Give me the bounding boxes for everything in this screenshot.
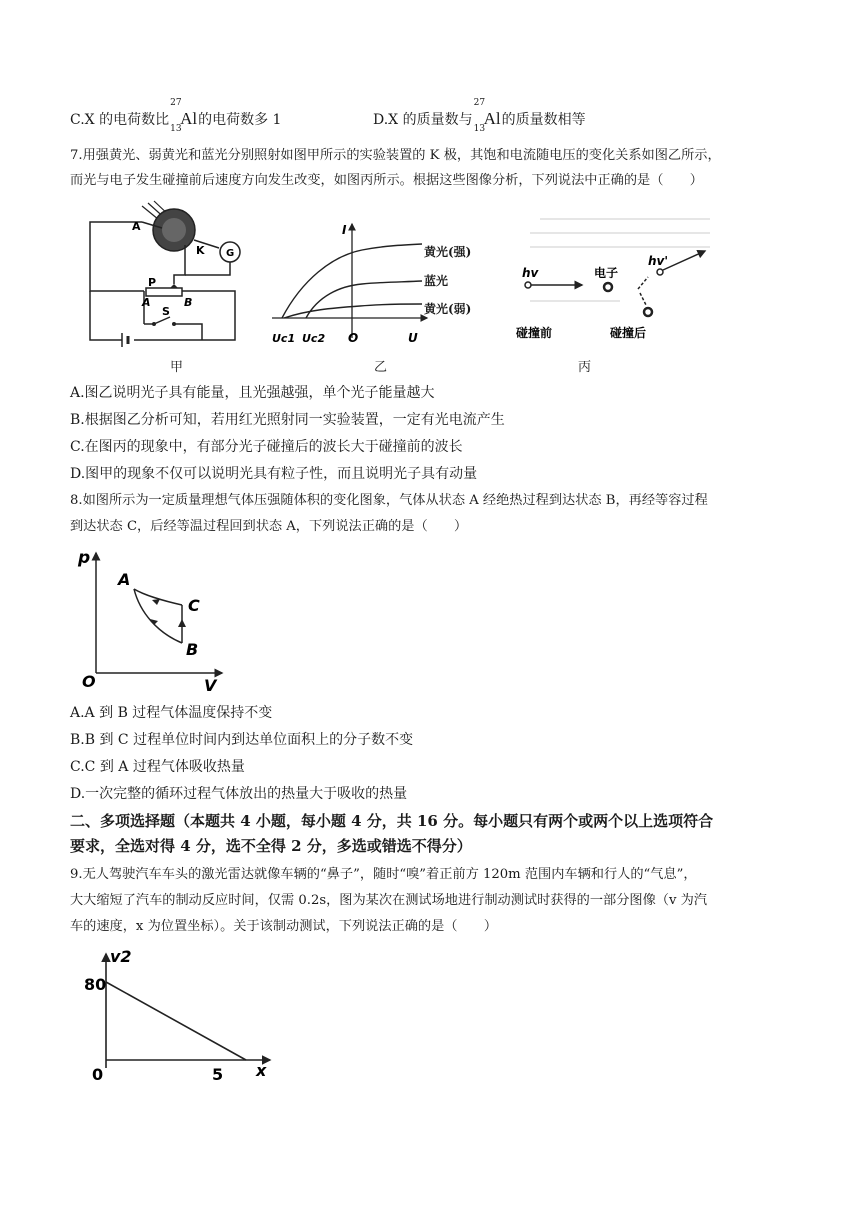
yi-origin: O [348, 331, 359, 345]
q6-option-c-text-post: 的电荷数多 1 [198, 112, 282, 128]
section2-title-line1: 二、多项选择题（本题共 4 小题，每小题 4 分，共 16 分。每小题只有两个或两个以上选项符合 [70, 812, 714, 830]
q9-tick-5: 5 [212, 1065, 224, 1084]
pv-label-c: C [188, 596, 200, 615]
caption-jia: 甲 [170, 360, 184, 375]
label-k: K [196, 244, 205, 257]
q8-option-c[interactable]: C.C 到 A 过程气体吸收热量 [70, 759, 245, 775]
q9-tick-origin: 0 [92, 1065, 104, 1084]
bing-after: 碰撞后 [610, 326, 647, 340]
yi-uc1: Uc1 [272, 332, 296, 345]
yi-uc2: Uc2 [302, 332, 326, 345]
label-b-rheostat: B [184, 296, 193, 309]
pv-origin: O [82, 672, 96, 691]
q9-stem-line3: 车的速度，x 为位置坐标）。关于该制动测试，下列说法正确的是（ ） [70, 919, 498, 934]
q7-option-d[interactable]: D.图甲的现象不仅可以说明光具有粒子性，而且说明光子具有动量 [70, 466, 478, 482]
bing-hv: hv [522, 266, 539, 280]
q8-stem-line2: 到达状态 C，后经等温过程回到状态 A，下列说法正确的是（ ） [70, 519, 468, 534]
curve-label-blue: 蓝光 [424, 274, 449, 288]
q6-option-d-text-pre: D.X 的质量数与 [373, 112, 473, 128]
label-a-anode: A [132, 220, 141, 233]
nuclide-charge: 13 [473, 124, 486, 134]
nuclide-symbol: Al [483, 109, 501, 128]
q9-series-line [106, 982, 246, 1060]
label-a-rheostat: A [142, 296, 151, 309]
curve-label-yellow-strong: 黄光(强) [424, 245, 472, 259]
fig-yi-iu-curves [272, 220, 432, 348]
pv-label-a: A [118, 570, 131, 589]
q7-option-c[interactable]: C.在图丙的现象中，有部分光子碰撞后的波长大于碰撞前的波长 [70, 439, 463, 455]
q7-option-a[interactable]: A.图乙说明光子具有能量，且光强越强，单个光子能量越大 [70, 385, 435, 401]
nuclide-symbol: Al [180, 109, 198, 128]
section2-title-line2: 要求，全选对得 4 分，选不全得 2 分，多选或错选不得分） [70, 837, 472, 855]
q8-option-d[interactable]: D.一次完整的循环过程气体放出的热量大于吸收的热量 [70, 786, 408, 802]
q6-option-c-text-pre: C.X 的电荷数比 [70, 112, 170, 128]
q9-stem-line1: 9.无人驾驶汽车车头的激光雷达就像车辆的“鼻子”，随时“嗅”着正前方 120m 范围内车辆和行人的“气息”， [70, 867, 697, 882]
q8-option-a[interactable]: A.A 到 B 过程气体温度保持不变 [70, 705, 273, 721]
q7-option-b[interactable]: B.根据图乙分析可知，若用红光照射同一实验装置，一定有光电流产生 [70, 412, 505, 428]
label-s: S [162, 305, 170, 318]
nuclide-al [170, 98, 198, 134]
q9-xlabel: x [256, 1061, 267, 1080]
curve-label-yellow-weak: 黄光(弱) [424, 302, 472, 316]
yi-ylabel: I [342, 223, 347, 237]
bing-before: 碰撞前 [516, 326, 553, 340]
q7-stem-line1: 7.用强黄光、弱黄光和蓝光分别照射如图甲所示的实验装置的 K 极，其饱和电流随电压的变化关系如图乙所示， [70, 148, 721, 163]
curve-blue [306, 281, 422, 318]
bing-electron: 电子 [594, 266, 619, 280]
q6-option-c[interactable] [70, 98, 282, 134]
bing-hv-prime: hv' [648, 254, 669, 268]
q7-stem-line2: 而光与电子发生碰撞前后速度方向发生改变，如图丙所示。根据这些图像分析，下列说法中正确的是（ ） [70, 173, 703, 188]
q9-stem-line2: 大大缩短了汽车的制动反应时间，仅需 0.2s，图为某次在测试场地进行制动测试时获得的一部分图像（v 为汽 [70, 893, 708, 908]
pv-label-b: B [186, 640, 199, 659]
label-p: P [148, 276, 157, 289]
fig-q9-v2-x-chart [80, 950, 280, 1090]
q9-tick-80: 80 [84, 975, 107, 994]
label-g: G [226, 248, 235, 259]
q6-option-d[interactable] [373, 98, 586, 134]
q9-ylabel: v2 [110, 950, 132, 966]
nuclide-charge: 13 [170, 124, 182, 134]
q6-option-d-text-post: 的质量数相等 [501, 112, 586, 128]
caption-bing: 丙 [578, 360, 592, 375]
pv-ylabel: p [78, 548, 91, 568]
caption-yi: 乙 [374, 360, 388, 375]
fig-q8-pv-diagram [72, 545, 232, 693]
fig-jia-circuit [82, 200, 252, 350]
nuclide-mass: 27 [473, 98, 486, 108]
fig-bing-compton [500, 205, 720, 345]
nuclide-al-2 [473, 98, 501, 134]
pv-xlabel: V [204, 676, 217, 693]
q8-stem-line1: 8.如图所示为一定质量理想气体压强随体积的变化图象，气体从状态 A 经绝热过程到达状态 B，再经等容过程 [70, 493, 708, 508]
q8-option-b[interactable]: B.B 到 C 过程单位时间内到达单位面积上的分子数不变 [70, 732, 414, 748]
curve-yellow-weak [284, 304, 422, 318]
pv-ab-adiabat [134, 589, 182, 643]
nuclide-mass: 27 [170, 98, 182, 108]
yi-xlabel: U [408, 331, 418, 345]
